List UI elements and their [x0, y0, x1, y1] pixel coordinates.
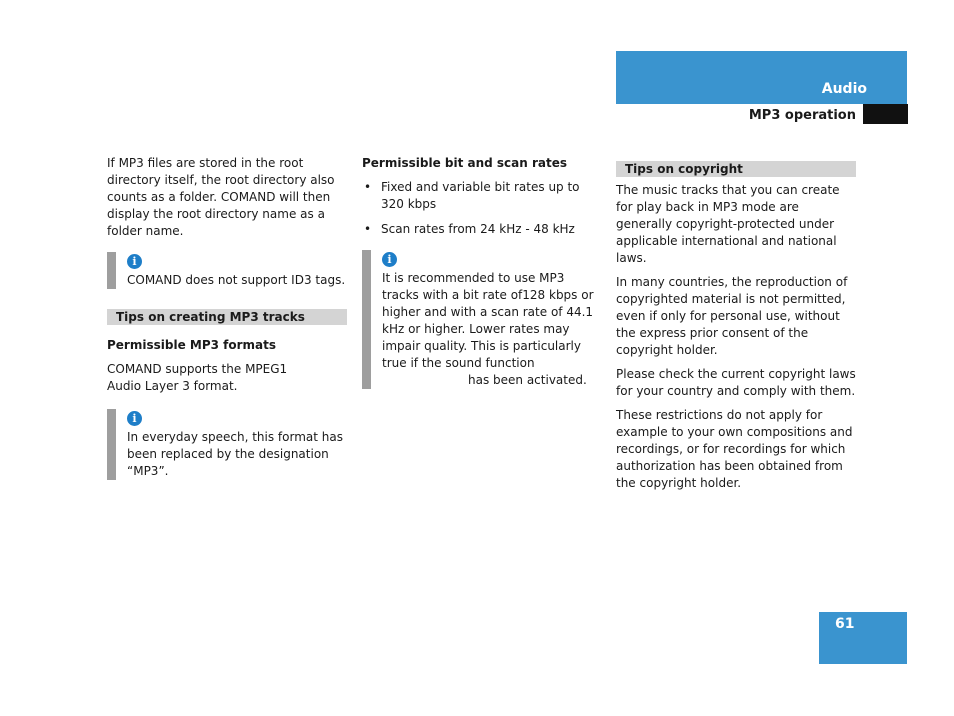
info-icon: i — [127, 254, 142, 269]
info-note — [107, 252, 347, 289]
note-text: COMAND does not support ID3 tags. — [127, 273, 346, 287]
page-number: 61 — [835, 616, 855, 632]
copyright-paragraph: In many countries, the reproduction of copyrighted material is not permitted, even if only for personal use, without the express prior consent of the copyright holder. — [616, 275, 848, 357]
note-text-end: has been activated. — [468, 373, 587, 387]
note-text: It is recommended to use MP3 tracks with a bit rate of128 kbps or higher and with a scan rate of 44.1 kHz or higher. Lower rates may impair quality. This is particularly true if the sound function — [382, 271, 594, 370]
column-2 — [362, 155, 602, 401]
info-note — [362, 250, 602, 389]
column-1 — [107, 155, 347, 492]
section-band: Tips on creating MP3 tracks — [107, 309, 347, 325]
bullet: • — [364, 180, 372, 194]
thumb-index-marker — [863, 104, 908, 124]
note-bar — [362, 250, 371, 389]
section-tab — [616, 51, 907, 104]
info-icon: i — [127, 411, 142, 426]
formats-paragraph: COMAND supports the MPEG1 Audio Layer 3 format. — [107, 362, 288, 393]
subheading: Permissible MP3 formats — [107, 338, 277, 352]
list-item-text: Scan rates from 24 kHz - 48 kHz — [381, 222, 575, 236]
list-item — [362, 221, 602, 238]
copyright-paragraph: These restrictions do not apply for example to your own compositions and recordings, or for recordings for which authorization has been obtained from the copyright holder. — [616, 408, 853, 490]
copyright-paragraph: The music tracks that you can create for play back in MP3 mode are generally copyright-protected under applicable international and national laws. — [616, 183, 840, 265]
list-item — [362, 179, 602, 213]
list-item-text: Fixed and variable bit rates up to 320 kbps — [381, 180, 580, 211]
section-title: Audio — [821, 81, 867, 97]
note-bar — [107, 252, 116, 289]
bullet-list — [362, 179, 602, 238]
section-band: Tips on copyright — [616, 161, 856, 177]
info-icon: i — [382, 252, 397, 267]
bullet: • — [364, 222, 372, 236]
note-bar — [107, 409, 116, 480]
intro-paragraph: If MP3 files are stored in the root directory itself, the root directory also counts as a folder. COMAND will then display the root directory name as a folder name. — [107, 156, 335, 238]
subheading: Permissible bit and scan rates — [362, 156, 568, 170]
copyright-paragraph: Please check the current copyright laws for your country and comply with them. — [616, 367, 856, 398]
column-3 — [616, 161, 856, 499]
subsection-title: MP3 operation — [748, 108, 856, 123]
note-text: In everyday speech, this format has been replaced by the designation “MP3”. — [127, 430, 343, 478]
info-note — [107, 409, 347, 480]
page-number-box — [819, 612, 907, 664]
